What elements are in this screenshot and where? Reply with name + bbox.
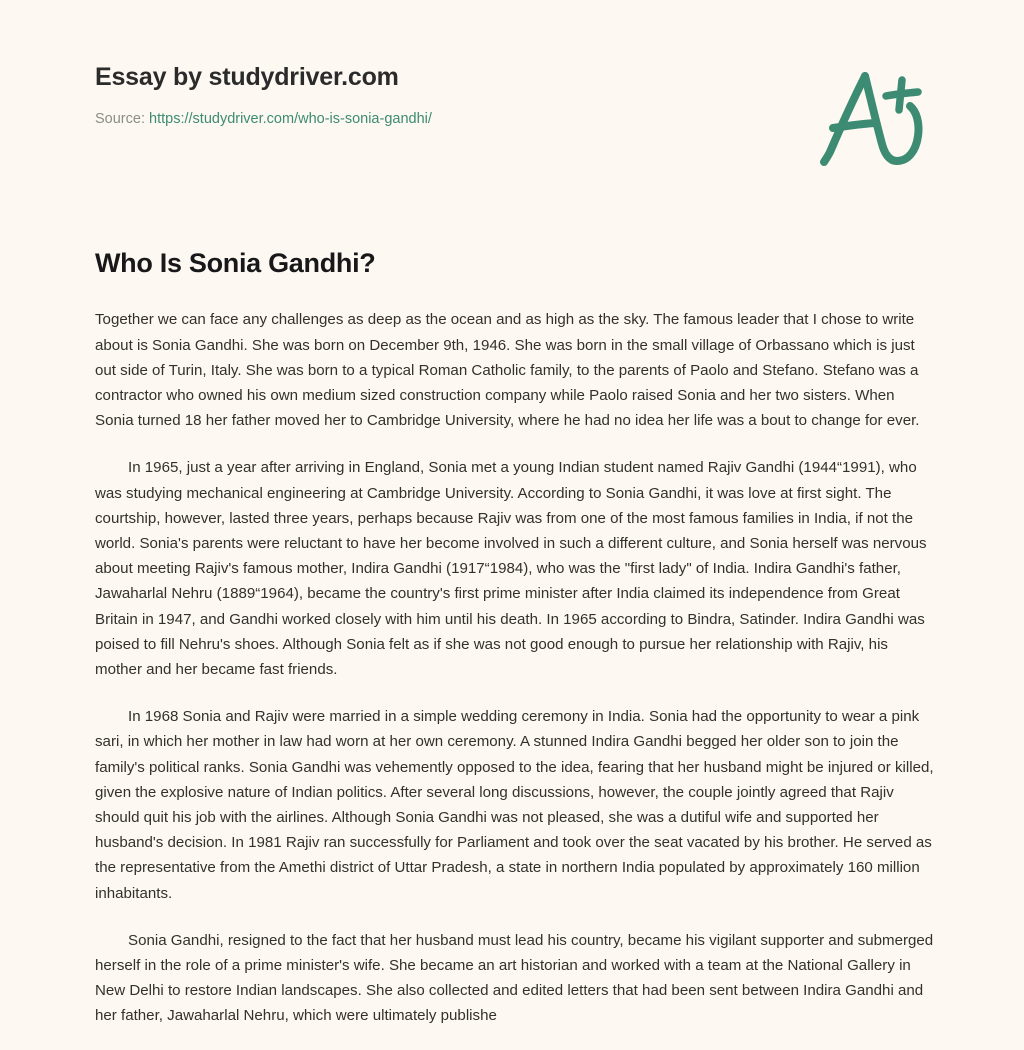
paragraph: Together we can face any challenges as deep as the ocean and as high as the sky. The famous leader that I chose to write about is Sonia Gandhi. She was born on December 9th, 1946. She was born in the small village of Orbassano which is just out side of Turin, Italy. She was born to a typical Roman Catholic family, to the parents of Paolo and Stefano. Stefano was a contractor who owned his own medium sized construction company while Paolo raised Sonia and her two sisters. When Sonia turned 18 her father moved her to Cambridge University, where he had no idea her life was a bout to change for ever.: [95, 311, 920, 430]
article: [95, 247, 935, 1029]
source-line: [95, 111, 432, 128]
document-header: [0, 0, 1024, 200]
paragraph: In 1965, just a year after arriving in England, Sonia met a young Indian student named Rajiv Gandhi (1944“1991), who was studying mechanical engineering at Cambridge University. According to Sonia Gandhi, it was love at first sight. The courtship, however, lasted three years, perhaps because Rajiv was from one of the most famous families in India, if not the world. Sonia's parents were reluctant to have her become involved in such a different culture, and Sonia herself was nervous about meeting Rajiv's famous mother, Indira Gandhi (1917“1984), who was the "first lady" of India. Indira Gandhi's father, Jawaharlal Nehru (1889“1964), became the country's first prime minister after India claimed its independence from Great Britain in 1947, and Gandhi worked closely with him until his death. In 1965 according to Bindra, Satinder. Indira Gandhi was poised to fill Nehru's shoes. Although Sonia felt as if she was not good enough to pursue her relationship with Rajiv, his mother and her became fast friends.: [95, 459, 927, 679]
article-body: [95, 307, 935, 1028]
source-url-link[interactable]: https://studydriver.com/who-is-sonia-gandhi/: [149, 110, 432, 127]
paragraph: In 1968 Sonia and Rajiv were married in a simple wedding ceremony in India. Sonia had the opportunity to wear a pink sari, in which her mother in law had worn at her own ceremony. A stunned Indira Gandhi begged her older son to join the family's political ranks. Sonia Gandhi was vehemently opposed to the idea, fearing that her husband might be injured or killed, given the explosive nature of Indian politics. After several long discussions, however, the couple jointly agreed that Rajiv should quit his job with the airlines. Although Sonia Gandhi was not pleased, she was a dutiful wife and supported her husband's decision. In 1981 Rajiv ran successfully for Parliament and took over the seat vacated by his brother. He served as the representative from the Amethi district of Uttar Pradesh, a state in northern India populated by approximately 160 million inhabitants.: [95, 708, 934, 902]
studydriver-a-plus-logo: [812, 66, 932, 178]
paragraph: Sonia Gandhi, resigned to the fact that her husband must lead his country, became his vigilant supporter and submerged herself in the role of a prime minister's wife. She became an art historian and worked with a team at the National Gallery in New Delhi to restore Indian landscapes. She also collected and edited letters that had been sent between Indira Gandhi and her father, Jawaharlal Nehru, which were ultimately publishe: [95, 931, 934, 1025]
page-title: Who Is Sonia Gandhi?: [95, 248, 376, 278]
a-plus-icon: [812, 66, 932, 178]
essay-byline: Essay by studydriver.com: [95, 63, 399, 91]
header-text-block: [95, 64, 432, 128]
source-label: Source:: [95, 110, 145, 127]
